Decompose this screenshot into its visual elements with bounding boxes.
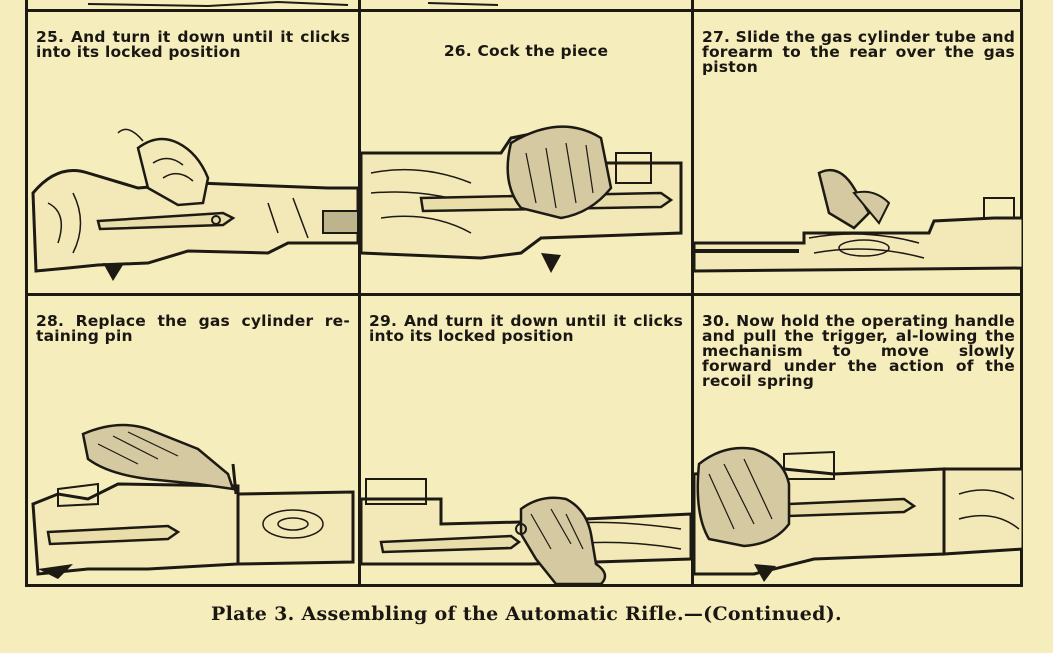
panel-28 xyxy=(28,296,358,584)
panel-caption: 27. Slide the gas cylinder tube and forearm to the rear over the gas piston xyxy=(702,28,1015,76)
rifle-illustration xyxy=(361,93,691,293)
panel-caption: 28. Replace the gas cylinder re-taining pin xyxy=(36,312,350,345)
rifle-illustration xyxy=(361,374,691,584)
rifle-illustration xyxy=(28,374,358,584)
panel-caption: 26. Cock the piece xyxy=(443,42,609,60)
rifle-illustration xyxy=(694,434,1023,584)
plate-caption: Plate 3. Assembling of the Automatic Rifle.—(Continued). xyxy=(211,603,842,625)
panel-29 xyxy=(361,296,691,584)
rifle-illustration xyxy=(28,93,358,293)
panel-caption: 30. Now hold the operating handle and pull the trigger, al-lowing the mechanism to move slowly forward under the action of the recoil spring xyxy=(702,312,1015,390)
panel-caption: 25. And turn it down until it clicks into its locked position xyxy=(36,28,350,61)
panel-caption: 29. And turn it down until it clicks into its locked position xyxy=(369,312,683,345)
panel-27 xyxy=(694,12,1023,293)
panel-30 xyxy=(694,296,1023,584)
rifle-illustration xyxy=(694,93,1023,293)
panel-26 xyxy=(361,12,691,293)
plate-frame xyxy=(25,0,1023,587)
panel-25 xyxy=(28,12,358,293)
